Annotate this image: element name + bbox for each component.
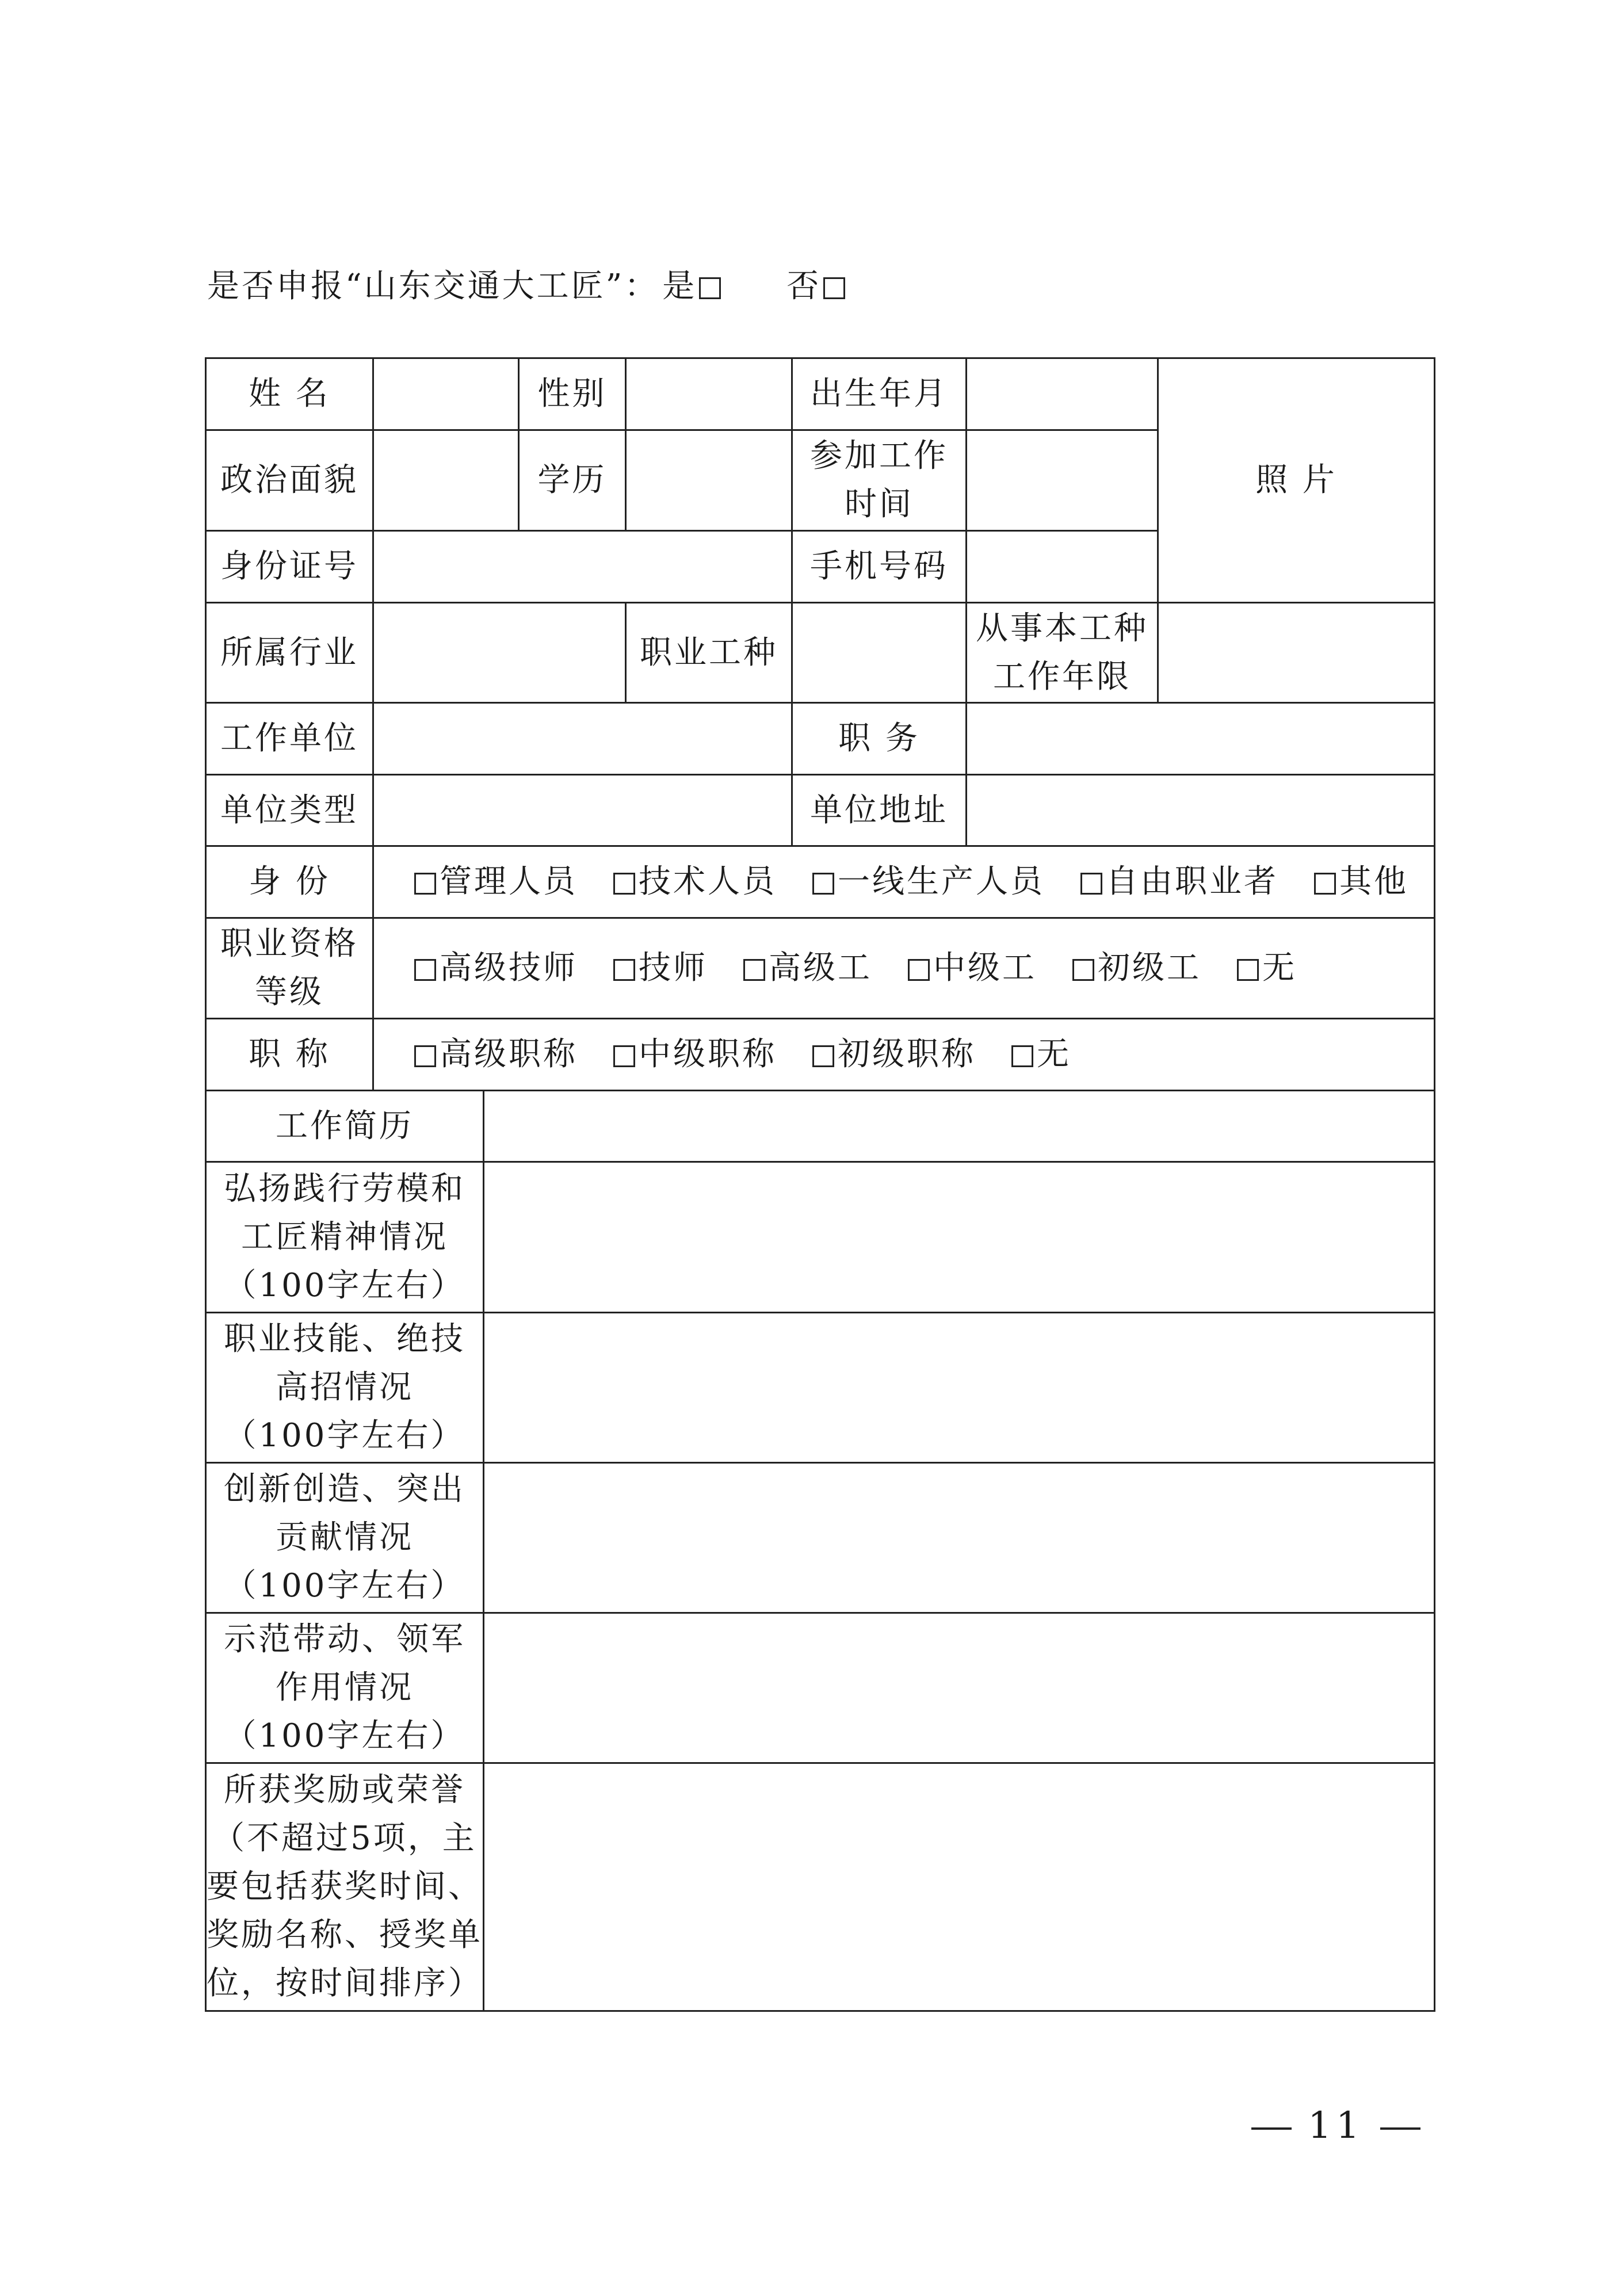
identity-option-other[interactable]: 其他 xyxy=(1314,858,1408,906)
page-number xyxy=(1251,2100,1420,2152)
leading-label: 示范带动、领军 作用情况 （100字左右） xyxy=(206,1613,484,1763)
qualification-label xyxy=(206,918,373,1019)
checkbox-icon[interactable] xyxy=(812,1045,834,1067)
work-start-label-line1: 参加工作 xyxy=(810,437,948,475)
name-field[interactable] xyxy=(373,358,519,430)
awards-field[interactable] xyxy=(484,1763,1435,2011)
checkbox-icon[interactable] xyxy=(908,959,930,981)
qualification-option-senior-worker[interactable]: 高级工 xyxy=(743,944,872,992)
work-start-label xyxy=(792,430,967,531)
name-label: 姓 名 xyxy=(206,358,373,430)
skills-label: 职业技能、绝技 高招情况 （100字左右） xyxy=(206,1313,484,1463)
years-field[interactable] xyxy=(1158,603,1435,703)
photo-box[interactable]: 照 片 xyxy=(1158,358,1435,603)
declaration-yes-option[interactable]: 是 xyxy=(662,268,723,305)
checkbox-icon[interactable] xyxy=(414,1045,436,1067)
checkbox-icon[interactable] xyxy=(812,873,834,895)
qualification-option-junior-worker[interactable]: 初级工 xyxy=(1072,944,1201,992)
unit-address-field[interactable] xyxy=(967,775,1435,846)
application-form-table xyxy=(205,357,1435,2012)
checkbox-icon[interactable] xyxy=(1314,873,1336,895)
work-start-label-line2: 时间 xyxy=(845,486,914,523)
qualification-label-line1: 职业资格 xyxy=(220,925,358,962)
birth-field[interactable] xyxy=(967,358,1158,430)
innovation-label: 创新创造、突出 贡献情况 （100字左右） xyxy=(206,1463,484,1613)
checkbox-icon[interactable] xyxy=(414,959,436,981)
qualification-option-technician[interactable]: 技师 xyxy=(613,944,708,992)
innovation-field[interactable] xyxy=(484,1463,1435,1613)
checkbox-icon[interactable] xyxy=(613,1045,635,1067)
checkbox-icon[interactable] xyxy=(414,873,436,895)
checkbox-icon[interactable] xyxy=(743,959,765,981)
identity-option-manager[interactable]: 管理人员 xyxy=(414,858,578,906)
qualification-label-line2: 等级 xyxy=(255,973,324,1011)
gender-field[interactable] xyxy=(626,358,792,430)
dash-left xyxy=(1251,2127,1292,2130)
unit-address-label: 单位地址 xyxy=(792,775,967,846)
awards-label: 所获奖励或荣誉 （不超过5项，主 要包括获奖时间、 奖励名称、授奖单 位，按时间排序） xyxy=(206,1763,484,2011)
years-label-line2: 工作年限 xyxy=(993,658,1131,696)
title-option-senior[interactable]: 高级职称 xyxy=(414,1030,578,1079)
occupation-label: 职业工种 xyxy=(626,603,792,703)
title-option-none[interactable]: 无 xyxy=(1011,1030,1071,1079)
title-options xyxy=(373,1019,1435,1091)
phone-label: 手机号码 xyxy=(792,531,967,603)
qualification-option-senior-technician[interactable]: 高级技师 xyxy=(414,944,578,992)
dash-right xyxy=(1380,2127,1420,2130)
birth-label: 出生年月 xyxy=(792,358,967,430)
title-option-junior[interactable]: 初级职称 xyxy=(812,1030,976,1079)
industry-label: 所属行业 xyxy=(206,603,373,703)
employer-label: 工作单位 xyxy=(206,703,373,775)
resume-field[interactable] xyxy=(484,1091,1435,1162)
industry-field[interactable] xyxy=(373,603,626,703)
employer-field[interactable] xyxy=(373,703,792,775)
checkbox-icon[interactable] xyxy=(699,277,721,299)
qualification-option-none[interactable]: 无 xyxy=(1237,944,1297,992)
position-label: 职 务 xyxy=(792,703,967,775)
identity-options xyxy=(373,846,1435,918)
checkbox-icon[interactable] xyxy=(613,873,635,895)
phone-field[interactable] xyxy=(967,531,1158,603)
declaration-no-option[interactable]: 否 xyxy=(786,268,847,305)
qualification-options xyxy=(373,918,1435,1019)
checkbox-icon[interactable] xyxy=(1080,873,1102,895)
checkbox-icon[interactable] xyxy=(1011,1045,1033,1067)
identity-label: 身 份 xyxy=(206,846,373,918)
checkbox-icon[interactable] xyxy=(1072,959,1094,981)
unit-type-field[interactable] xyxy=(373,775,792,846)
spirit-label: 弘扬践行劳模和 工匠精神情况 （100字左右） xyxy=(206,1162,484,1313)
resume-label: 工作简历 xyxy=(206,1091,484,1162)
political-field[interactable] xyxy=(373,430,519,531)
gender-label: 性别 xyxy=(519,358,626,430)
id-number-field[interactable] xyxy=(373,531,792,603)
occupation-field[interactable] xyxy=(792,603,967,703)
years-label-line1: 从事本工种 xyxy=(976,609,1148,647)
declaration-question-text: 是否申报“山东交通大工匠”： xyxy=(207,268,659,305)
education-field[interactable] xyxy=(626,430,792,531)
checkbox-icon[interactable] xyxy=(1237,959,1259,981)
unit-type-label: 单位类型 xyxy=(206,775,373,846)
leading-field[interactable] xyxy=(484,1613,1435,1763)
page-number-text: 11 xyxy=(1308,2104,1364,2147)
checkbox-icon[interactable] xyxy=(823,277,845,299)
checkbox-icon[interactable] xyxy=(613,959,635,981)
years-label xyxy=(967,603,1158,703)
work-start-field[interactable] xyxy=(967,430,1158,531)
declaration-question xyxy=(207,261,847,312)
political-label: 政治面貌 xyxy=(206,430,373,531)
spirit-field[interactable] xyxy=(484,1162,1435,1313)
skills-field[interactable] xyxy=(484,1313,1435,1463)
title-option-intermediate[interactable]: 中级职称 xyxy=(613,1030,777,1079)
title-label: 职 称 xyxy=(206,1019,373,1091)
qualification-option-intermediate-worker[interactable]: 中级工 xyxy=(908,944,1037,992)
identity-option-freelancer[interactable]: 自由职业者 xyxy=(1080,858,1278,906)
position-field[interactable] xyxy=(967,703,1435,775)
identity-option-technician[interactable]: 技术人员 xyxy=(613,858,777,906)
education-label: 学历 xyxy=(519,430,626,531)
id-number-label: 身份证号 xyxy=(206,531,373,603)
identity-option-frontline[interactable]: 一线生产人员 xyxy=(812,858,1045,906)
